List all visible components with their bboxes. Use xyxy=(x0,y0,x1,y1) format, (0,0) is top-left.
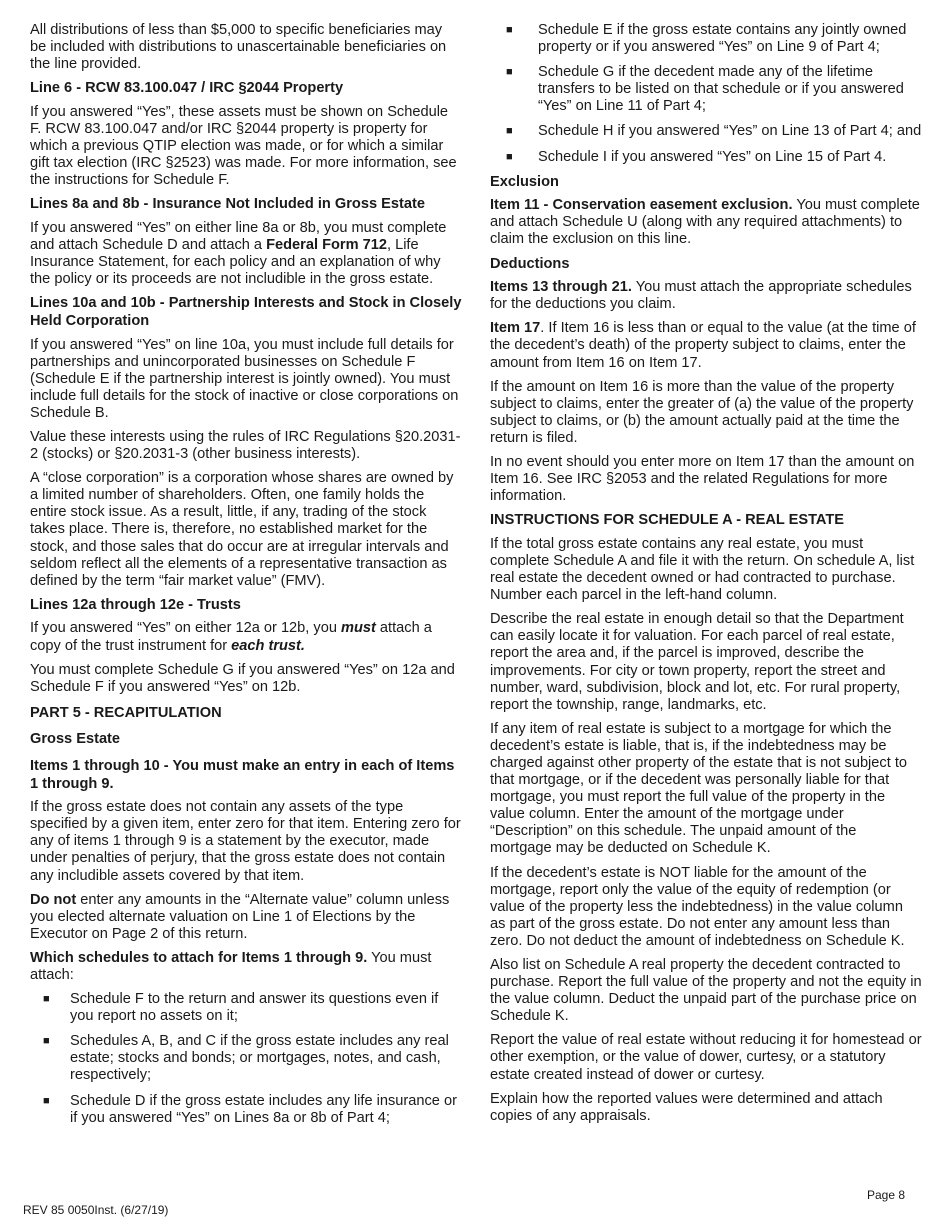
line10-paragraph-3: A “close corporation” is a corporation whose shares are owned by a limited number of shareholders. Often, one family holds the entire stock issue. As a result, little, if any, trading of the stock takes place. There is, therefore, no established market for the stock, and those sales that do occur are at irregular intervals and seldom reflect all the elements of a representative transaction as defined by the term “fair market value” (FMV). xyxy=(30,470,454,589)
items1-paragraph: If the gross estate does not contain any assets of the type specified by a given item, enter zero for that item. Entering zero for any of items 1 through 9 is a statement by the executor, made under penalties of perjury, that the gross estate does not contain any includible assets covered by that item. xyxy=(30,799,461,884)
list-item: ■ Schedule I if you answered “Yes” on Line 15 of Part 4. xyxy=(490,149,922,166)
gross-estate-heading: Gross Estate xyxy=(30,731,121,748)
item17-paragraph-2: If the amount on Item 16 is more than the value of the property subject to claims, enter the greater of (a) the value of the property subject to claims, or (b) the amount actually paid at the time the return is filed. xyxy=(490,378,914,446)
line12-heading: Lines 12a through 12e - Trusts xyxy=(30,596,241,613)
line10-paragraph-2: Value these interests using the rules of IRC Regulations §20.2031-2 (stocks) or §20.2031-3 (other business interests). xyxy=(30,428,461,463)
line6-paragraph: If you answered “Yes”, these assets must be shown on Schedule F. RCW 83.100.047 and/or IRC §2044 property is property for which a previous QTIP election was made, or for which a similar gift tax election (IRC §2523) was made. For more information, see the instructions for Schedule F. xyxy=(30,103,457,189)
left-column xyxy=(30,22,462,1135)
schedule-a-paragraph-6: Report the value of real estate without reducing it for homestead or other exemption, or the value of dower, curtesy, or a statutory estate created instead of dower or curtesy. xyxy=(490,1032,922,1083)
item17-paragraph-3: In no event should you enter more on Item 17 than the amount on Item 16. See IRC §2053 and the related Regulations for more information. xyxy=(490,453,915,505)
list-item: ■ Schedule G if the decedent made any of the lifetime transfers to be listed on that schedule or if you answered “Yes” on Line 11 of Part 4; xyxy=(490,64,922,115)
line6-heading: Line 6 - RCW 83.100.047 / IRC §2044 Property xyxy=(30,80,344,97)
line10-heading: Lines 10a and 10b - Partnership Interests and Stock in Closely Held Corporation xyxy=(30,295,462,329)
which-schedules-paragraph: Which schedules to attach for Items 1 through 9. You must attach: xyxy=(30,949,432,983)
items1-heading: Items 1 through 10 - You must make an entry in each of Items 1 through 9. xyxy=(30,757,455,792)
schedule-a-heading: INSTRUCTIONS FOR SCHEDULE A - REAL ESTATE xyxy=(490,512,845,529)
part5-heading: PART 5 - RECAPITULATION xyxy=(30,704,222,721)
item11-paragraph: Item 11 - Conservation easement exclusion. You must complete and attach Schedule U (along with any required attachments) to claim the exclusion on this line. xyxy=(490,197,920,248)
line12-paragraph-1: If you answered “Yes” on either 12a or 12b, you must attach a copy of the trust instrument for each trust. xyxy=(30,620,432,654)
list-item: ■ Schedules A, B, and C if the gross estate includes any real estate; stocks and bonds; or mortgages, notes, and cash, respectively; xyxy=(30,1033,462,1084)
form-identifier: REV 85 0050Inst. (6/27/19) xyxy=(23,1203,169,1217)
schedule-a-paragraph-3: If any item of real estate is subject to a mortgage for which the decedent’s estate is liable, that is, if the indebtedness may be charged against other property of the estate that is not subject to that mortgage, or if the decedent was personally liable for that mortgage, you must report the full value of the property in the value column. Enter the amount of the mortgage under “Description” on this schedule. The unpaid amount of the mortgage may be deducted on Schedule K. xyxy=(490,720,907,857)
schedule-a-paragraph-2: Describe the real estate in enough detail so that the Department can easily locate it for valuation. For each parcel of real estate, report the area and, if the parcel is improved, describe the improvements. For city or town property, report the street and number, ward, subdivision, block and lot, etc. For rural property, report the township, range, landmarks, etc. xyxy=(490,611,904,713)
schedule-a-paragraph-7: Explain how the reported values were determined and attach copies of any appraisals. xyxy=(490,1090,883,1124)
right-column xyxy=(490,22,922,1132)
list-item: ■ Schedule E if the gross estate contains any jointly owned property or if you answered “Yes” on Line 9 of Part 4; xyxy=(490,22,922,56)
list-item: ■ Schedule F to the return and answer its questions even if you report no assets on it; xyxy=(30,991,462,1025)
list-item: ■ Schedule D if the gross estate includes any life insurance or if you answered “Yes” on Lines 8a or 8b of Part 4; xyxy=(30,1093,462,1127)
right-bullet-list xyxy=(490,22,922,166)
line8-heading: Lines 8a and 8b - Insurance Not Included in Gross Estate xyxy=(30,196,425,213)
items13-paragraph: Items 13 through 21. You must attach the appropriate schedules for the deductions you claim. xyxy=(490,279,912,313)
schedule-a-paragraph-4: If the decedent’s estate is NOT liable for the amount of the mortgage, report only the value of the equity of redemption (or value of the property less the indebtedness) in the value column as part of the gross estate. Do not enter any amount less than zero. Do not deduct the amount of indebtedness on Schedule K. xyxy=(490,864,905,949)
do-not-paragraph: Do not enter any amounts in the “Alternate value” column unless you elected alternate valuation on Line 1 of Elections by the Executor on Page 2 of this return. xyxy=(30,891,450,942)
left-bullet-list xyxy=(30,991,462,1127)
federal-form-712: Federal Form 712 xyxy=(266,237,387,254)
line10-paragraph-1: If you answered “Yes” on line 10a, you must include full details for partnerships and unincorporated businesses on Schedule F (Schedule E if the partnership interest is jointly owned). You must include full details for the stock of inactive or close corporations on Schedule B. xyxy=(30,336,459,421)
line12-paragraph-2: You must complete Schedule G if you answered “Yes” on 12a and Schedule F if you answered “Yes” on 12b. xyxy=(30,661,455,695)
item17-paragraph: Item 17. If Item 16 is less than or equal to the value (at the time of the decedent’s death) of the property subject to claims, enter the amount from Item 16 on Item 17. xyxy=(490,320,916,371)
list-item: ■ Schedule H if you answered “Yes” on Line 13 of Part 4; and xyxy=(490,123,922,140)
schedule-a-paragraph-5: Also list on Schedule A real property the decedent contracted to purchase. Report the full value of the property and not the equity in the value column. Deduct the unpaid part of the purchase price on Schedule K. xyxy=(490,957,922,1025)
line8-paragraph: If you answered “Yes” on either line 8a or 8b, you must complete and attach Schedule D and attach a Federal Form 712, Life Insurance Statement, for each policy and an explanation of why the policy or its proceeds are not includible in the gross estate. xyxy=(30,219,447,288)
intro-paragraph: All distributions of less than $5,000 to specific beneficiaries may be included with distributions to unascertainable beneficiaries on the line provided. xyxy=(30,22,447,73)
exclusion-heading: Exclusion xyxy=(490,173,559,190)
page-number: Page 8 xyxy=(867,1188,906,1202)
schedule-a-paragraph-1: If the total gross estate contains any real estate, you must complete Schedule A and file it with the return. On schedule A, list real estate the decedent owned or had contracted to purchase. Number each parcel in the left-hand column. xyxy=(490,535,915,604)
deductions-heading: Deductions xyxy=(490,255,570,272)
